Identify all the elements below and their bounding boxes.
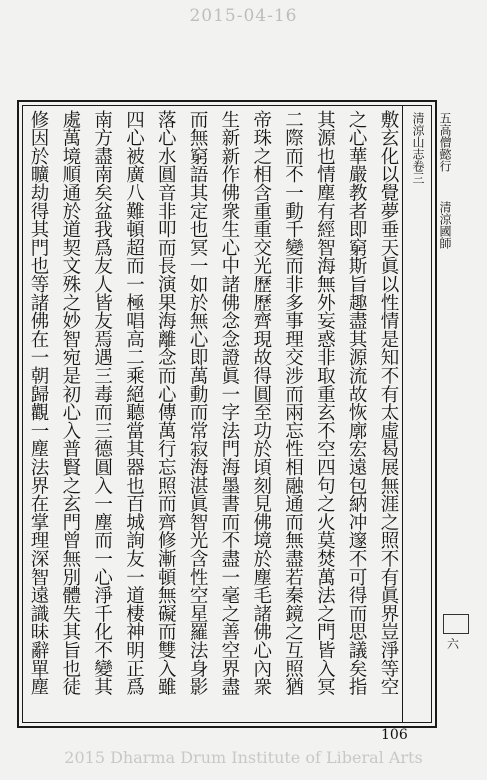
text-column: 敷玄化以覺夢垂天眞以性情是知不有太虛曷展無涯之照不有眞界豈淨等空 xyxy=(377,110,399,696)
page-number-box xyxy=(443,614,469,634)
chapter-page-number: 六 xyxy=(446,637,459,651)
text-body xyxy=(25,110,401,718)
inner-border xyxy=(22,105,452,723)
page-frame xyxy=(17,100,452,728)
text-column: 落心水圓音非叩而長演果海離念而心傳萬行忘照而齊修漸頓無礙而雙入雖 xyxy=(155,110,177,696)
chapter-subtitle: 五高僧懿行 xyxy=(438,112,452,172)
institute-watermark: 2015 Dharma Drum Institute of Liberal Arts xyxy=(64,748,423,767)
section-title: 清涼國師 xyxy=(438,201,452,249)
date-stamp: 2015-04-16 xyxy=(189,6,298,26)
text-column: 生新新作佛衆生心中諸佛念念證眞一字法門海墨書而不盡一毫之善空界盡 xyxy=(218,110,240,696)
text-column: 之心華嚴教者即窮斯旨趣盡其源流故恢廓宏遠包納冲邃不可得而思議矣指 xyxy=(346,110,368,696)
text-column: 而無窮語其定也冥一如於無心即萬動而常寂海湛眞智光含性空星羅法身影 xyxy=(187,110,209,696)
text-column: 其源也情塵有經智海無外妄惑非取重玄不空四句之火莫焚萬法之門皆入冥 xyxy=(314,110,336,696)
text-column: 二際而不一動千變而非多事理交涉而兩忘性相融通而無盡若秦鏡之互照猶 xyxy=(282,110,304,696)
text-column: 修因於曠劫得其門也等諸佛在一朝歸觀一塵法界在掌理深智遠識昧辭單塵 xyxy=(28,110,49,696)
book-title: 清涼山志卷三 xyxy=(411,112,425,184)
text-column: 南方盡南矣盆我爲友人皆友焉遇三毒而三德圓入一塵而一心淨千化不變其 xyxy=(91,110,113,696)
text-column: 帝珠之相含重重交光歷歷齊現故得圓至功於頃刻見佛境於塵毛諸佛心內衆 xyxy=(250,110,272,696)
margin-header xyxy=(402,106,452,722)
text-column: 四心被廣八難頓超而一極唱高二乘絕聽當其器也百城詢友一道棲神明正爲 xyxy=(123,110,145,696)
text-column: 處萬境順通於道契文殊之妙智宛是初心入普賢之玄門曾無別體失其旨也徒 xyxy=(59,110,81,696)
folio-number: 106 xyxy=(381,727,408,743)
